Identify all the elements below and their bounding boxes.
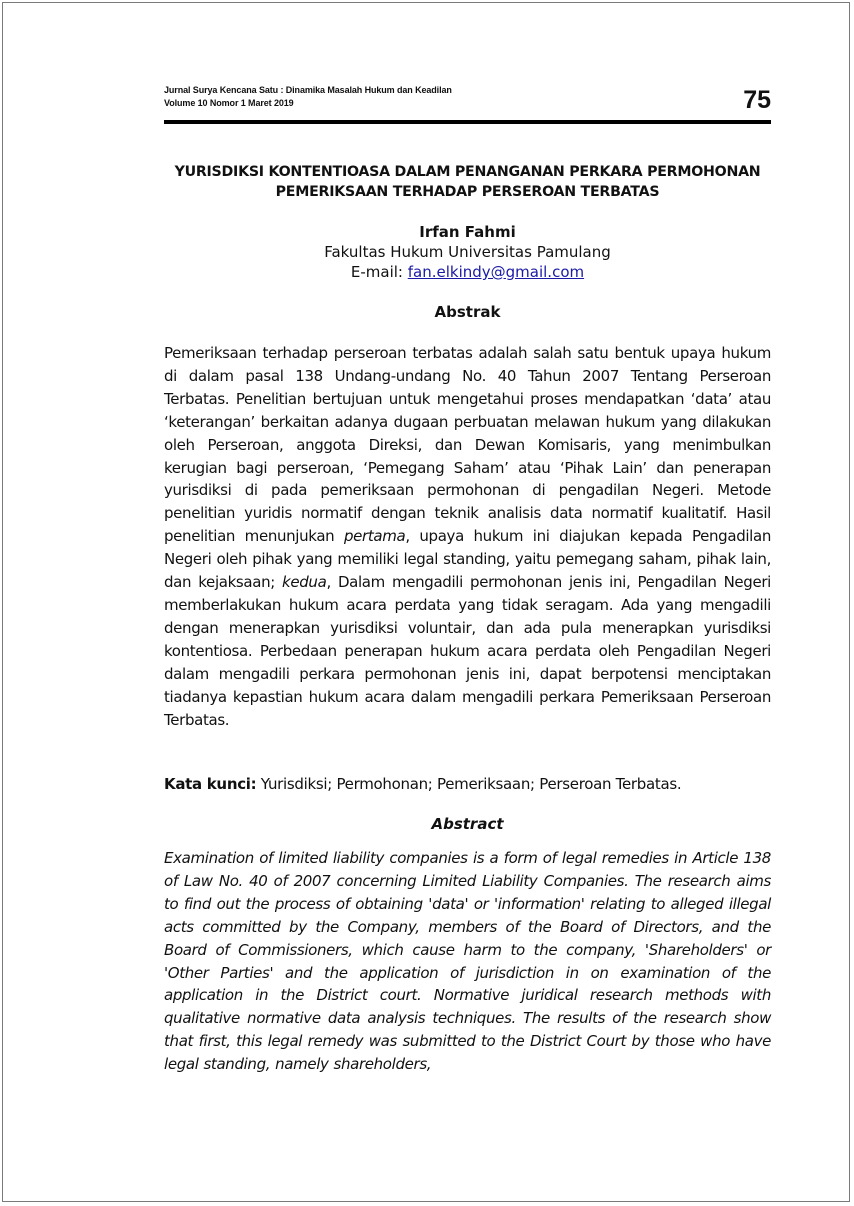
abstrak-paragraph bbox=[164, 342, 771, 731]
abstrak-heading: Abstrak bbox=[434, 303, 501, 321]
title-line-2: PEMERIKSAAN TERHADAP PERSEROAN TERBATAS bbox=[275, 184, 660, 200]
keywords-line bbox=[164, 773, 771, 795]
abstract-heading: Abstract bbox=[431, 815, 504, 833]
header-rule bbox=[164, 120, 771, 124]
email-label: E-mail: bbox=[350, 263, 408, 281]
abstrak-emphasis-kedua: kedua bbox=[282, 573, 327, 592]
title-line-1: YURISDIKSI KONTENTIOASA DALAM PENANGANAN PERKARA PERMOHONAN bbox=[174, 164, 761, 180]
abstrak-text-1: Pemeriksaan terhadap perseroan terbatas adalah salah satu bentuk upaya hukum di dalam pasal 138 Undang-undang No. 40 Tahun 2007 Tentang Perseroan Terbatas. Penelitian bertujuan untuk mengetahui proses mendapatkan ‘data’ atau ‘keterangan’ berkaitan adanya dugaan perbuatan melawan hukum yang dilakukan oleh Perseroan, anggota Direksi, dan Dewan Komisaris, yang menimbulkan kerugian bagi perseroan, ‘Pemegang Saham’ atau ‘Pihak Lain’ dan penerapan yurisdiksi di pada pemeriksaan permohonan di pengadilan Negeri. Metode penelitian yuridis normatif dengan teknik analisis data normatif kualitatif. Hasil penelitian menunjukan bbox=[164, 344, 771, 546]
journal-name: Jurnal Surya Kencana Satu : Dinamika Masalah Hukum dan Keadilan bbox=[164, 85, 452, 95]
author-name: Irfan Fahmi bbox=[419, 223, 516, 241]
journal-volume: Volume 10 Nomor 1 Maret 2019 bbox=[164, 98, 294, 108]
page-number: 75 bbox=[743, 86, 771, 114]
page-header bbox=[164, 84, 771, 126]
email-link[interactable]: fan.elkindy@gmail.com bbox=[407, 263, 585, 281]
abstrak-text-3: , Dalam mengadili permohonan jenis ini, Pengadilan Negeri memberlakukan hukum acara perdata yang tidak seragam. Ada yang mengadili dengan menerapkan yurisdiksi voluntair, dan ada pula menerapkan yurisdiksi kontentiosa. Perbedaan penerapan hukum acara perdata oleh Pengadilan Negeri dalam mengadili perkara permohonan jenis ini, dapat berpotensi menciptakan tiadanya kepastian hukum acara dalam mengadili perkara Pemeriksaan Perseroan Terbatas. bbox=[164, 573, 771, 729]
author-block bbox=[164, 222, 771, 282]
author-affiliation: Fakultas Hukum Universitas Pamulang bbox=[324, 243, 611, 261]
author-email-line bbox=[164, 262, 771, 282]
article-title bbox=[164, 162, 771, 202]
keywords-label: Kata kunci: bbox=[164, 775, 257, 793]
abstrak-emphasis-pertama: pertama bbox=[343, 527, 406, 546]
abstrak-text-2: , upaya hukum ini diajukan kepada Pengadilan Negeri oleh pihak yang memiliki legal standing, yaitu pemegang saham, pihak lain, dan kejaksaan; bbox=[164, 527, 771, 592]
keywords-text: Yurisdiksi; Permohonan; Pemeriksaan; Perseroan Terbatas. bbox=[256, 775, 682, 793]
abstract-paragraph: Examination of limited liability companies is a form of legal remedies in Article 138 of Law No. 40 of 2007 concerning Limited Liability Companies. The research aims to find out the process of obtaining 'data' or 'information' relating to alleged illegal acts committed by the Company, members of the Board of Directors, and the Board of Commissioners, which cause harm to the company, 'Shareholders' or 'Other Parties' and the application of jurisdiction in on examination of the application in the District court. Normative juridical research methods with qualitative normative data analysis techniques. The results of the research show that first, this legal remedy was submitted to the District Court by those who have legal standing, namely shareholders, bbox=[164, 849, 771, 1074]
